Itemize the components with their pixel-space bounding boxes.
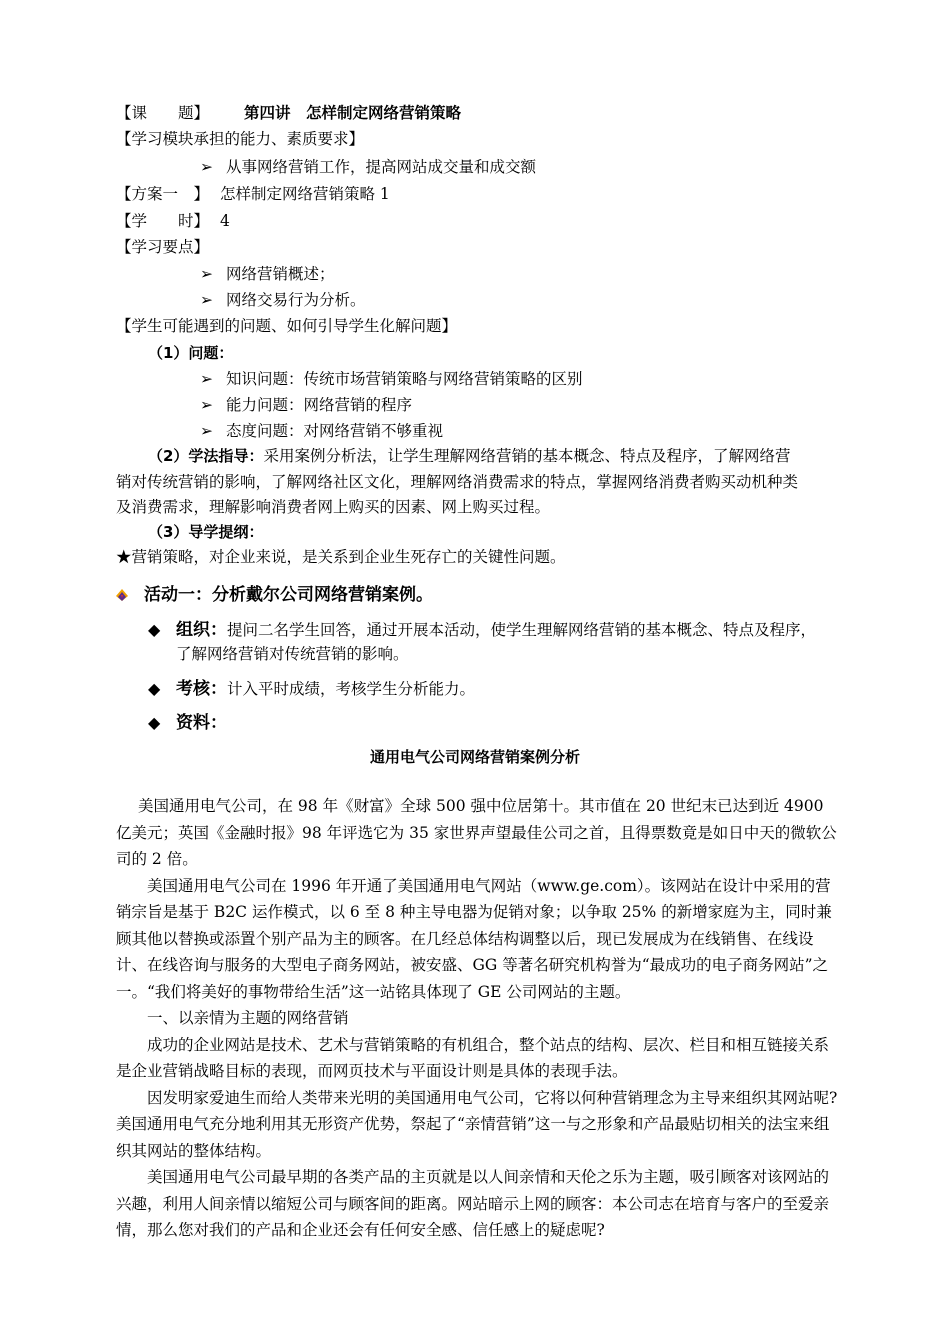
method-heading: （2）学法指导：	[148, 447, 264, 465]
method-text: 采用案例分析法，让学生理解网络营销的基本概念、特点及程序，了解网络营	[263, 447, 791, 465]
assess-row	[148, 676, 475, 702]
organize-row	[148, 617, 816, 643]
article-paragraph: 因发明家爱迪生而给人类带来光明的美国通用电气公司，它将以何种营销理念为主导来组织其网站呢?美国通用电气充分地利用其无形资产优势，祭起了“亲情营销”这一与之形象和产品最贴切相关的法宝来组织其网站的整体结构。	[116, 1088, 838, 1160]
article-body	[116, 793, 838, 1244]
plan-value: 怎样制定网络营销策略 1	[219, 185, 390, 203]
key-point-item	[200, 287, 366, 313]
diamond-bullet-icon: ◆	[148, 620, 161, 639]
ability-label: 【学习模块承担的能力、素质要求】	[116, 130, 365, 148]
problem-text: 知识问题：传统市场营销策略与网络营销策略的区别	[226, 370, 583, 388]
assess-label: 考核：	[176, 679, 227, 699]
hours-value: 4	[219, 212, 230, 230]
method-line-1	[148, 443, 790, 469]
problem-item	[200, 392, 412, 418]
article-subheading: 一、以亲情为主题的网络营销	[147, 1009, 349, 1027]
diamond-bullet-icon: ◆	[148, 679, 161, 698]
organize-line-2: 了解网络营销对传统营销的影响。	[176, 645, 409, 663]
assess-text: 计入平时成绩，考核学生分析能力。	[227, 680, 476, 698]
problem-text: 态度问题：对网络营销不够重视	[226, 422, 444, 440]
topic-title: 第四讲 怎样制定网络营销策略	[243, 103, 461, 122]
arrow-bullet-icon: ➢	[200, 422, 213, 440]
arrow-bullet-icon: ➢	[200, 265, 213, 283]
key-point-item	[200, 261, 335, 287]
article-paragraph: 美国通用电气公司在 1996 年开通了美国通用电气网站（www.ge.com）。该网站在设计中采用的营销宗旨是基于 B2C 运作模式，以 6 至 8 种主导电器为促销对象；以争取 25% 的新增家庭为主，同时兼顾其他以替换或添置个别产品为主的顾客。在几经总体结构调整以后，现已发展成为在线销售、在线设计、在线咨询与服务的大型电子商务网站，被安盛、GG 等著名研究机构誉为“最成功的电子商务网站”之一。“我们将美好的事物带给生活”这一站铭具体现了 GE 公司网站的主题。	[116, 876, 832, 1001]
material-label: 资料：	[176, 713, 227, 733]
ability-item	[200, 154, 536, 180]
problem-text: 能力问题：网络营销的程序	[226, 396, 413, 414]
arrow-bullet-icon: ➢	[200, 291, 213, 309]
key-point-text: 网络交易行为分析。	[226, 291, 366, 309]
article-title: 通用电气公司网络营销案例分析	[369, 748, 580, 766]
problems-label: 【学生可能遇到的问题、如何引导学生化解问题】	[116, 317, 458, 335]
plan-label: 【方案一 】	[116, 185, 210, 203]
key-points-label: 【学习要点】	[116, 238, 210, 256]
hours-row	[116, 208, 230, 234]
article-paragraph: 美国通用电气公司最早期的各类产品的主页就是以人间亲情和天伦之乐为主题，吸引顾客对该网站的兴趣，利用人间亲情以缩短公司与顾客间的距离。网站暗示上网的顾客：本公司志在培育与客户的至爱亲情，那么您对我们的产品和企业还会有任何安全感、信任感上的疑虑呢?	[116, 1168, 830, 1239]
outline-text: ★营销策略，对企业来说，是关系到企业生死存亡的关键性问题。	[116, 548, 566, 566]
key-point-text: 网络营销概述；	[226, 265, 335, 283]
arrow-bullet-icon: ➢	[200, 158, 213, 176]
article-paragraph: 美国通用电气公司，在 98 年《财富》全球 500 强中位居第十。其市值在 20 世纪末已达到近 4900 亿美元；英国《金融时报》98 年评选它为 35 家世界声望最佳公司之首，且得票数竟是如日中天的微软公司的 2 倍。	[116, 797, 837, 868]
ability-item-text: 从事网络营销工作，提高网站成交量和成交额	[226, 158, 537, 176]
material-row	[148, 710, 227, 736]
method-line-3: 及消费需求，理解影响消费者网上购买的因素、网上购买过程。	[116, 498, 551, 516]
plan-row	[116, 181, 390, 207]
problems-heading: （1）问题：	[148, 344, 234, 362]
activity-bullet-icon	[116, 589, 128, 601]
hours-label: 【学 时】	[116, 212, 210, 230]
activity-title: 活动一：分析戴尔公司网络营销案例。	[144, 585, 433, 605]
article-paragraph: 成功的企业网站是技术、艺术与营销策略的有机组合，整个站点的结构、层次、栏目和相互链接关系是企业营销战略目标的表现，而网页技术与平面设计则是具体的表现手法。	[116, 1035, 830, 1080]
organize-text: 提问二名学生回答，通过开展本活动，使学生理解网络营销的基本概念、特点及程序，	[227, 621, 817, 639]
topic-row	[116, 100, 461, 126]
problem-item	[200, 366, 583, 392]
arrow-bullet-icon: ➢	[200, 396, 213, 414]
method-line-2: 销对传统营销的影响，了解网络社区文化，理解网络消费需求的特点，掌握网络消费者购买动机种类	[116, 473, 799, 491]
organize-label: 组织：	[176, 620, 227, 640]
diamond-bullet-icon: ◆	[148, 713, 161, 732]
topic-label: 【课 题】	[116, 104, 210, 122]
outline-heading: （3）导学提纲：	[148, 523, 264, 541]
arrow-bullet-icon: ➢	[200, 370, 213, 388]
activity-title-row	[116, 582, 433, 608]
problem-item	[200, 418, 443, 444]
